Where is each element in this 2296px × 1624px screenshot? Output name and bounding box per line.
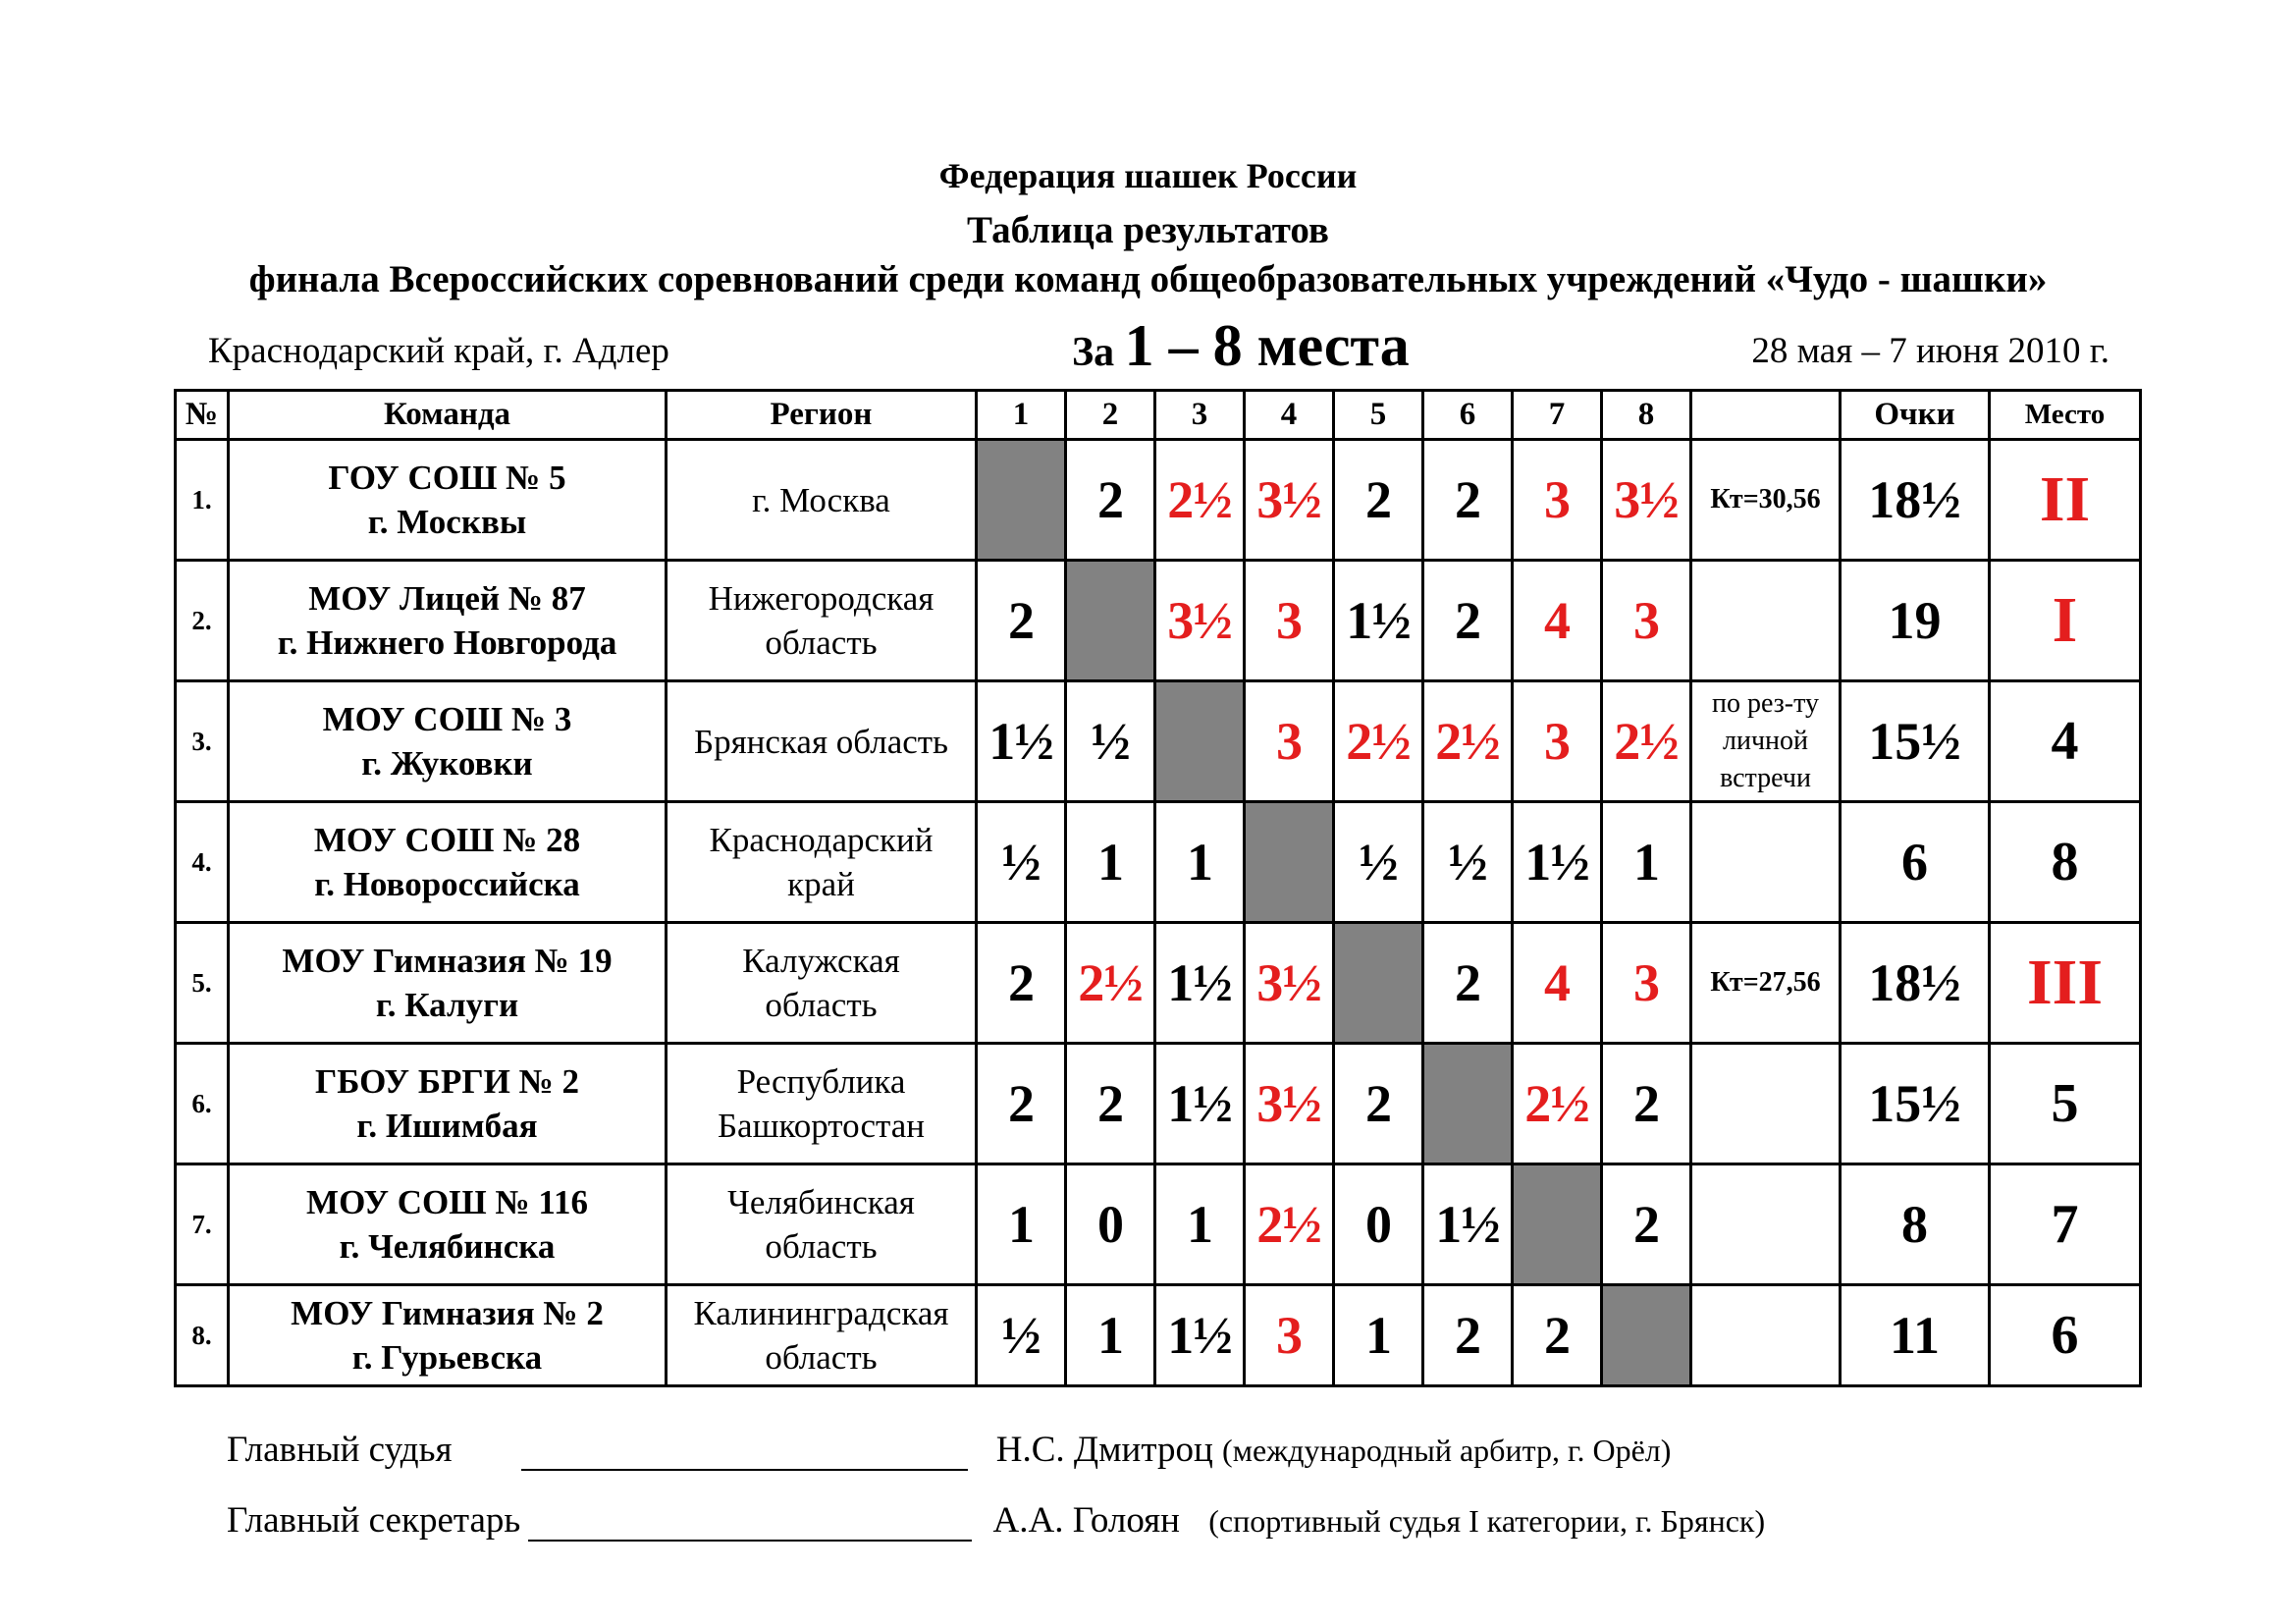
score-cell: 0 <box>1334 1164 1423 1285</box>
team-line-1: МОУ СОШ № 28 <box>313 821 581 859</box>
points: 19 <box>1841 561 1990 681</box>
chief-judge-name: Н.С. Дмитроц <box>995 1430 1213 1470</box>
team-line-2: г. Калуги <box>375 986 519 1024</box>
diagonal-cell <box>977 440 1066 561</box>
tiebreak-note: Кт=30,56 <box>1691 440 1841 561</box>
col-note <box>1691 391 1841 440</box>
region-line-1: Республика <box>736 1062 906 1101</box>
location: Краснодарский край, г. Адлер <box>208 331 669 371</box>
table-row <box>176 1285 2141 1386</box>
score-cell: 2 <box>1602 1164 1691 1285</box>
region-line-2: область <box>765 1338 878 1377</box>
team-line-1: МОУ СОШ № 116 <box>306 1183 588 1221</box>
team-line-1: МОУ Гимназия № 19 <box>282 942 613 980</box>
col-round: 7 <box>1513 391 1602 440</box>
team-line-2: г. Жуковки <box>361 744 533 783</box>
region-line-1: Калужская <box>742 942 900 980</box>
score-cell: 2½ <box>1155 440 1245 561</box>
signature-line <box>521 1437 968 1471</box>
score-cell: 1½ <box>1423 1164 1513 1285</box>
score-cell: 2 <box>1066 1044 1155 1164</box>
score-cell: ½ <box>1423 802 1513 923</box>
score-cell: 4 <box>1513 561 1602 681</box>
col-num: № <box>176 391 229 440</box>
score-cell: 2 <box>1066 440 1155 561</box>
team-line-2: г. Нижнего Новгорода <box>277 623 617 662</box>
team-line-1: ГБОУ БРГИ № 2 <box>314 1062 580 1101</box>
region <box>667 1164 977 1285</box>
team-line-1: ГОУ СОШ № 5 <box>328 459 566 497</box>
score-cell: 2 <box>1513 1285 1602 1386</box>
region <box>667 802 977 923</box>
table-row <box>176 440 2141 561</box>
points: 8 <box>1841 1164 1990 1285</box>
team-line-2: г. Москвы <box>367 503 527 541</box>
region-line-1: Челябинская <box>727 1183 915 1221</box>
place: 6 <box>1990 1285 2141 1386</box>
score-cell: 1½ <box>1513 802 1602 923</box>
region-line-2: край <box>787 865 855 903</box>
tiebreak-note <box>1691 1285 1841 1386</box>
diagonal-cell <box>1423 1044 1513 1164</box>
score-cell: ½ <box>977 802 1066 923</box>
region-line-2: область <box>765 986 878 1024</box>
team-name <box>229 1044 667 1164</box>
diagonal-cell <box>1245 802 1334 923</box>
score-cell: 1½ <box>1155 923 1245 1044</box>
row-number: 7. <box>176 1164 229 1285</box>
points: 18½ <box>1841 923 1990 1044</box>
score-cell: 1 <box>1334 1285 1423 1386</box>
place: III <box>1990 923 2141 1044</box>
score-cell: ½ <box>977 1285 1066 1386</box>
row-number: 4. <box>176 802 229 923</box>
col-round: 8 <box>1602 391 1691 440</box>
region-line-2: Башкортостан <box>717 1107 926 1145</box>
document-title: Таблица результатов <box>967 209 1329 251</box>
region-line-1: Краснодарский <box>709 821 934 859</box>
header-row <box>176 391 2141 440</box>
region <box>667 561 977 681</box>
signature-line <box>528 1508 972 1542</box>
region-line-2: область <box>765 1227 878 1266</box>
table-row <box>176 681 2141 802</box>
score-cell: 3 <box>1513 440 1602 561</box>
score-cell: 3 <box>1245 1285 1334 1386</box>
region <box>667 1044 977 1164</box>
score-cell: 3 <box>1602 561 1691 681</box>
score-cell: 2 <box>1602 1044 1691 1164</box>
team-name <box>229 561 667 681</box>
score-cell: 2½ <box>1066 923 1155 1044</box>
region-line-1: Брянская область <box>693 722 949 761</box>
score-cell: 2 <box>1423 440 1513 561</box>
document-subtitle: финала Всероссийских соревнований среди команд общеобразовательных учреждений «Чудо - шашки» <box>248 258 2048 300</box>
place: 7 <box>1990 1164 2141 1285</box>
score-cell: 2 <box>1334 440 1423 561</box>
score-cell: 1 <box>1155 1164 1245 1285</box>
col-place: Место <box>1990 391 2141 440</box>
col-round: 5 <box>1334 391 1423 440</box>
table-row <box>176 561 2141 681</box>
col-points: Очки <box>1841 391 1990 440</box>
team-line-2: г. Ишимбая <box>356 1107 538 1145</box>
points: 15½ <box>1841 1044 1990 1164</box>
points: 11 <box>1841 1285 1990 1386</box>
chief-judge-signature <box>227 1429 1671 1471</box>
score-cell: 2 <box>977 561 1066 681</box>
results-table <box>174 389 2142 1387</box>
places-prefix: За <box>1072 330 1115 375</box>
score-cell: 2 <box>1334 1044 1423 1164</box>
team-name <box>229 1285 667 1386</box>
score-cell: 1 <box>1066 802 1155 923</box>
score-cell: 2 <box>1423 561 1513 681</box>
diagonal-cell <box>1066 561 1155 681</box>
score-cell: 2½ <box>1245 1164 1334 1285</box>
table-row <box>176 1044 2141 1164</box>
tiebreak-note <box>1691 1044 1841 1164</box>
region <box>667 923 977 1044</box>
points: 15½ <box>1841 681 1990 802</box>
places-heading <box>1072 312 1410 380</box>
chief-secretary-label: Главный секретарь <box>227 1500 521 1541</box>
score-cell: 3½ <box>1245 1044 1334 1164</box>
region-line-1: Нижегородская <box>708 579 934 618</box>
diagonal-cell <box>1602 1285 1691 1386</box>
region-line-2: область <box>765 623 878 662</box>
tiebreak-note: Кт=27,56 <box>1691 923 1841 1044</box>
team-name <box>229 923 667 1044</box>
place: I <box>1990 561 2141 681</box>
row-number: 5. <box>176 923 229 1044</box>
team-name <box>229 440 667 561</box>
region <box>667 681 977 802</box>
col-round: 6 <box>1423 391 1513 440</box>
score-cell: 1½ <box>1155 1285 1245 1386</box>
score-cell: 2½ <box>1334 681 1423 802</box>
score-cell: 1½ <box>1334 561 1423 681</box>
federation-title: Федерация шашек России <box>938 156 1358 195</box>
team-line-2: г. Новороссийска <box>314 865 580 903</box>
score-cell: 3½ <box>1245 923 1334 1044</box>
chief-secretary-info: (спортивный судья I категории, г. Брянск) <box>1208 1503 1766 1539</box>
places-range: 1 – 8 места <box>1124 313 1410 378</box>
score-cell: 2½ <box>1513 1044 1602 1164</box>
score-cell: ½ <box>1066 681 1155 802</box>
diagonal-cell <box>1513 1164 1602 1285</box>
chief-secretary-signature <box>227 1499 1765 1542</box>
table-row <box>176 802 2141 923</box>
score-cell: 0 <box>1066 1164 1155 1285</box>
score-cell: 1 <box>1066 1285 1155 1386</box>
score-cell: 1 <box>1155 802 1245 923</box>
score-cell: 3½ <box>1155 561 1245 681</box>
col-round: 4 <box>1245 391 1334 440</box>
place: II <box>1990 440 2141 561</box>
score-cell: 3 <box>1602 923 1691 1044</box>
row-number: 3. <box>176 681 229 802</box>
score-cell: 3 <box>1245 561 1334 681</box>
row-number: 6. <box>176 1044 229 1164</box>
col-team: Команда <box>229 391 667 440</box>
row-number: 2. <box>176 561 229 681</box>
score-cell: 2½ <box>1602 681 1691 802</box>
table-row <box>176 1164 2141 1285</box>
event-dates: 28 мая – 7 июня 2010 г. <box>1751 331 2109 371</box>
score-cell: 2½ <box>1423 681 1513 802</box>
tiebreak-note: по рез-ту личной встречи <box>1691 681 1841 802</box>
row-number: 8. <box>176 1285 229 1386</box>
team-line-1: МОУ Гимназия № 2 <box>291 1294 604 1332</box>
place: 4 <box>1990 681 2141 802</box>
tiebreak-note <box>1691 802 1841 923</box>
score-cell: 1 <box>977 1164 1066 1285</box>
table-row <box>176 923 2141 1044</box>
score-cell: ½ <box>1334 802 1423 923</box>
tiebreak-note <box>1691 1164 1841 1285</box>
score-cell: 3 <box>1513 681 1602 802</box>
tiebreak-note <box>1691 561 1841 681</box>
team-line-2: г. Гурьевска <box>351 1338 543 1377</box>
diagonal-cell <box>1155 681 1245 802</box>
col-round: 1 <box>977 391 1066 440</box>
score-cell: 2 <box>1423 923 1513 1044</box>
team-line-2: г. Челябинска <box>339 1227 556 1266</box>
region <box>667 440 977 561</box>
score-cell: 2 <box>977 923 1066 1044</box>
diagonal-cell <box>1334 923 1423 1044</box>
region-line-1: г. Москва <box>752 480 890 519</box>
team-name <box>229 681 667 802</box>
team-line-1: МОУ Лицей № 87 <box>308 579 586 618</box>
place: 5 <box>1990 1044 2141 1164</box>
score-cell: 2 <box>1423 1285 1513 1386</box>
region-line-1: Калининградская <box>693 1294 949 1332</box>
points: 6 <box>1841 802 1990 923</box>
score-cell: 4 <box>1513 923 1602 1044</box>
place: 8 <box>1990 802 2141 923</box>
col-round: 3 <box>1155 391 1245 440</box>
score-cell: 1½ <box>1155 1044 1245 1164</box>
score-cell: 3 <box>1245 681 1334 802</box>
points: 18½ <box>1841 440 1990 561</box>
score-cell: 3½ <box>1602 440 1691 561</box>
chief-secretary-name: А.А. Голоян <box>992 1500 1180 1541</box>
chief-judge-label: Главный судья <box>227 1430 453 1470</box>
score-cell: 1½ <box>977 681 1066 802</box>
region <box>667 1285 977 1386</box>
score-cell: 1 <box>1602 802 1691 923</box>
team-line-1: МОУ СОШ № 3 <box>322 700 572 738</box>
score-cell: 2 <box>977 1044 1066 1164</box>
row-number: 1. <box>176 440 229 561</box>
col-round: 2 <box>1066 391 1155 440</box>
chief-judge-info: (международный арбитр, г. Орёл) <box>1222 1433 1672 1468</box>
team-name <box>229 802 667 923</box>
col-region: Регион <box>667 391 977 440</box>
score-cell: 3½ <box>1245 440 1334 561</box>
team-name <box>229 1164 667 1285</box>
